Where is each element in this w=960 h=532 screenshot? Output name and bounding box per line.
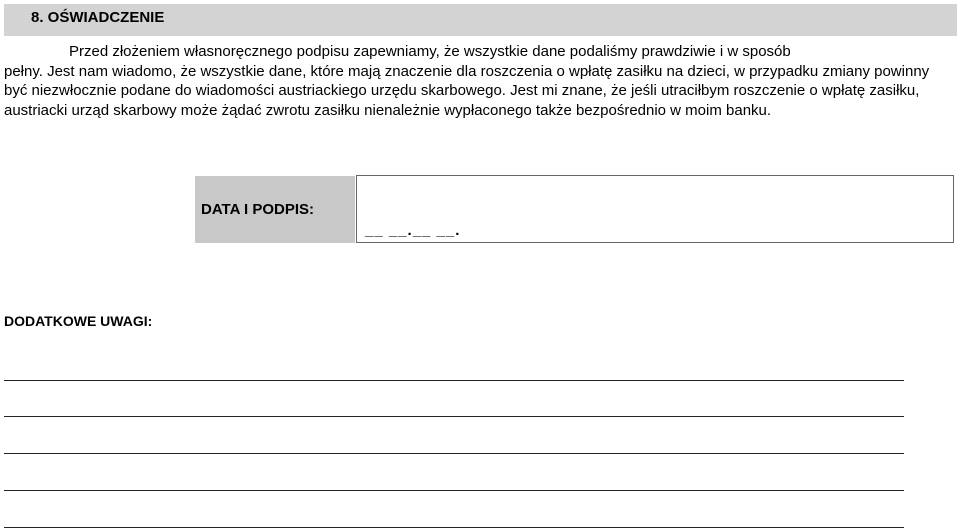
signature-field[interactable] bbox=[356, 175, 954, 243]
section-title: 8. OŚWIADCZENIE bbox=[31, 9, 165, 26]
date-placeholder: __ __.__ __. bbox=[365, 222, 461, 239]
notes-line[interactable] bbox=[4, 527, 904, 528]
notes-label: DODATKOWE UWAGI: bbox=[4, 313, 153, 329]
notes-line[interactable] bbox=[4, 490, 904, 491]
section-header bbox=[4, 4, 957, 36]
signature-label-box bbox=[195, 176, 355, 243]
declaration-first-line: Przed złożeniem własnoręcznego podpisu zapewniamy, że wszystkie dane podaliśmy prawdziwie i w sposób bbox=[69, 43, 791, 60]
signature-label: DATA I PODPIS: bbox=[201, 201, 315, 218]
notes-line[interactable] bbox=[4, 416, 904, 417]
notes-line[interactable] bbox=[4, 380, 904, 381]
notes-line[interactable] bbox=[4, 453, 904, 454]
declaration-text bbox=[4, 42, 954, 120]
declaration-body: pełny. Jest nam wiadomo, że wszystkie dane, które mają znaczenie dla roszczenia o wpłatę zasiłku na dzieci, w przypadku zmiany powinny być niezwłocznie podane do wiadomości austriackiego urzędu skarbowego. Jest mi znane, że jeśli utraciłbym roszczenie o wpłatę zasiłku, austriacki urząd skarbowy może żądać zwrotu zasiłku nienależnie wypłaconego także bezpośrednio w moim banku. bbox=[4, 62, 930, 119]
